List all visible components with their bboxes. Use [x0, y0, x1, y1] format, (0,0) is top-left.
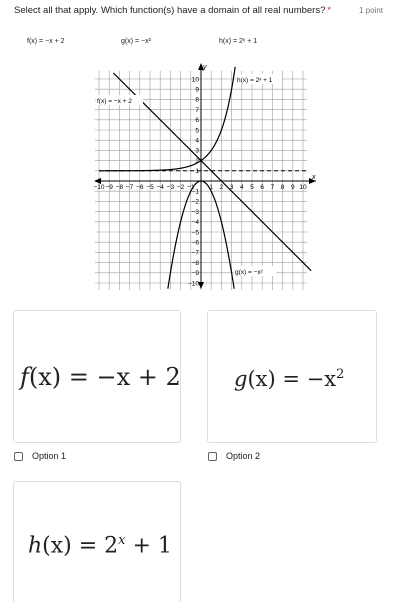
x-tick-label: −3 — [166, 184, 175, 191]
x-tick-label: 3 — [229, 184, 234, 191]
y-tick-label: −10 — [187, 280, 199, 288]
function-graph — [93, 62, 318, 290]
x-tick-label: 4 — [239, 184, 244, 191]
y-tick-label: 2 — [195, 157, 199, 165]
points-label: 1 point — [358, 6, 383, 15]
x-tick-label: −2 — [176, 184, 185, 191]
option-1-choice[interactable] — [14, 451, 66, 461]
x-tick-label: −10 — [93, 184, 105, 191]
y-tick-label: 10 — [191, 76, 199, 84]
label-g: g(x) = −x² — [235, 269, 263, 276]
y-tick-label: 4 — [195, 137, 199, 145]
x-tick-label: 8 — [280, 184, 285, 191]
label-h: h(x) = 2ˣ + 1 — [237, 77, 273, 84]
required-asterisk: * — [327, 5, 332, 16]
option-1-card[interactable] — [13, 310, 181, 443]
y-tick-label: −3 — [191, 208, 199, 216]
x-tick-label: −1 — [187, 184, 195, 191]
option-1-checkbox[interactable] — [14, 452, 23, 461]
x-tick-label: −6 — [136, 184, 144, 191]
x-tick-label: 7 — [270, 184, 275, 191]
option-2-formula: $g(x) = -x^2$ — [234, 367, 345, 391]
option-1-label: Option 1 — [32, 451, 67, 461]
graph-tick-labels — [93, 76, 307, 287]
x-tick-label: 10 — [299, 184, 307, 191]
y-tick-label: −7 — [191, 249, 199, 257]
y-tick-label: −5 — [191, 229, 199, 237]
x-tick-label: 6 — [260, 184, 265, 191]
y-tick-label: 6 — [195, 117, 199, 125]
x-tick-label: −9 — [105, 184, 113, 191]
y-tick-label: 1 — [195, 168, 199, 176]
y-tick-label: 9 — [195, 86, 199, 94]
y-tick-label: −6 — [191, 239, 199, 247]
x-tick-label: 2 — [219, 184, 224, 191]
y-tick-label: −1 — [191, 188, 199, 196]
y-tick-label: 8 — [195, 96, 199, 104]
x-tick-label: −7 — [125, 184, 134, 191]
option-2-label: Option 2 — [226, 451, 261, 461]
y-tick-label: 5 — [195, 127, 199, 135]
function-g-definition: g(x) = −x² — [121, 38, 151, 45]
option-2-checkbox[interactable] — [208, 452, 217, 461]
x-tick-label: −4 — [156, 184, 164, 191]
x-tick-label: −8 — [115, 184, 124, 191]
y-tick-label: −4 — [191, 219, 199, 227]
x-tick-label: 9 — [290, 184, 295, 191]
y-tick-label: −9 — [191, 270, 199, 278]
label-f: f(x) = −x + 2 — [97, 98, 132, 105]
x-tick-label: −5 — [146, 184, 154, 191]
y-tick-label: 3 — [195, 147, 199, 155]
y-tick-label: −2 — [191, 198, 199, 206]
function-f-definition: f(x) = −x + 2 — [27, 38, 65, 45]
option-3-card[interactable] — [13, 481, 181, 602]
y-tick-label: 7 — [195, 106, 199, 114]
option-2-card[interactable] — [207, 310, 377, 443]
option-3-formula: $h(x) = 2^x + 1$ — [28, 533, 172, 559]
question-title — [14, 5, 331, 16]
y-tick-label: −8 — [191, 259, 199, 267]
option-2-choice[interactable] — [208, 451, 260, 461]
x-tick-label: 5 — [250, 184, 254, 191]
x-tick-label: 1 — [209, 184, 214, 191]
question-text: Select all that apply. Which function(s) have a domain of all real numbers? — [14, 5, 326, 16]
function-h-definition: h(x) = 2ˣ + 1 — [219, 38, 258, 45]
y-axis-label: y — [203, 64, 207, 71]
x-axis-label: x — [312, 174, 316, 181]
option-1-formula: f(x) = −x + 2 — [20, 363, 181, 391]
